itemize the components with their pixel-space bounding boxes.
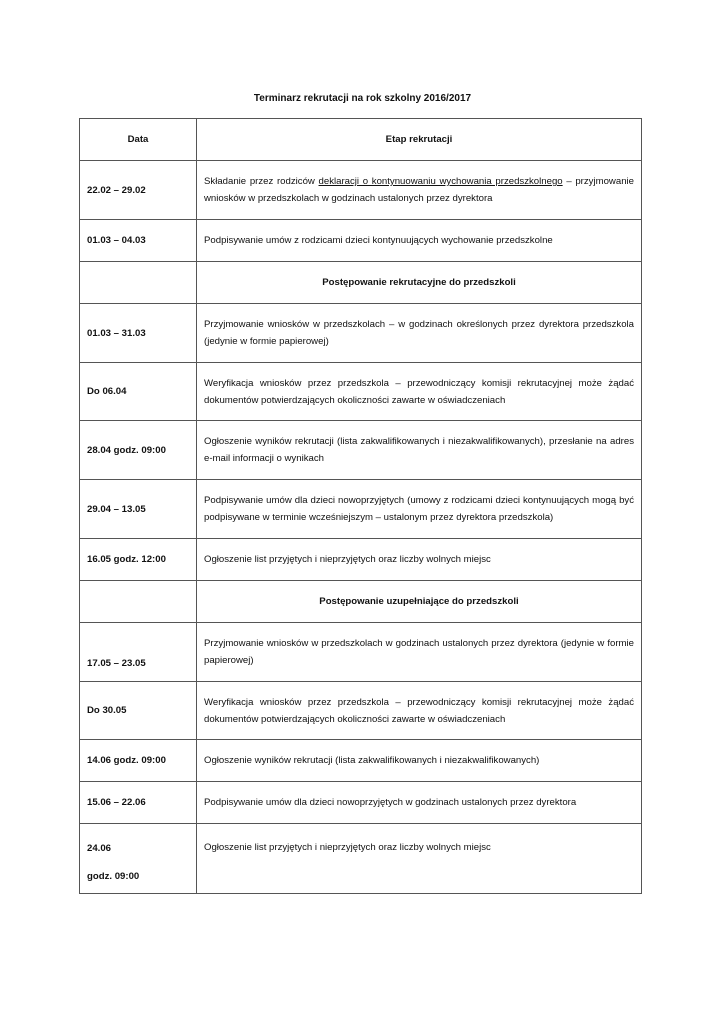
time-line: godz. 09:00: [87, 871, 140, 882]
table-row: [80, 623, 642, 682]
stage-cell: Przyjmowanie wniosków w przedszkolach w godzinach ustalonych przez dyrektora (jedynie w formie papierowej): [197, 623, 642, 682]
section-empty-cell: [80, 262, 197, 304]
table-row: [80, 539, 642, 581]
stage-cell: Weryfikacja wniosków przez przedszkola – przewodniczący komisji rekrutacyjnej może żądać dokumentów potwierdzających okoliczności zawarte w oświadczeniach: [197, 682, 642, 740]
table-header-row: [80, 119, 642, 161]
date-cell: Do 06.04: [80, 363, 197, 421]
section-title: Postępowanie uzupełniające do przedszkoli: [197, 581, 642, 623]
date-cell: 16.05 godz. 12:00: [80, 539, 197, 581]
section-empty-cell: [80, 581, 197, 623]
date-cell: 01.03 – 31.03: [80, 304, 197, 363]
date-cell: 15.06 – 22.06: [80, 782, 197, 824]
date-cell: 29.04 – 13.05: [80, 480, 197, 539]
table-row: [80, 421, 642, 480]
page-title: Terminarz rekrutacji na rok szkolny 2016/2017: [253, 93, 472, 104]
stage-cell: Ogłoszenie list przyjętych i nieprzyjętych oraz liczby wolnych miejsc: [197, 824, 642, 894]
table-row: [80, 824, 642, 894]
recruitment-schedule-table: [79, 118, 642, 894]
stage-cell: Ogłoszenie list przyjętych i nieprzyjętych oraz liczby wolnych miejsc: [197, 539, 642, 581]
stage-cell: Podpisywanie umów dla dzieci nowoprzyjętych w godzinach ustalonych przez dyrektora: [197, 782, 642, 824]
stage-cell: [197, 161, 642, 220]
table-row: [80, 161, 642, 220]
stage-cell: Przyjmowanie wniosków w przedszkolach – w godzinach określonych przez dyrektora przedszkola (jedynie w formie papierowej): [197, 304, 642, 363]
date-line: 24.06: [87, 843, 112, 854]
date-cell: 14.06 godz. 09:00: [80, 740, 197, 782]
date-cell: 01.03 – 04.03: [80, 220, 197, 262]
stage-cell: Ogłoszenie wyników rekrutacji (lista zakwalifikowanych i niezakwalifikowanych): [197, 740, 642, 782]
table-row: [80, 304, 642, 363]
column-header-date: Data: [80, 119, 197, 161]
date-cell: [80, 824, 197, 894]
date-cell: 17.05 – 23.05: [80, 623, 197, 682]
stage-cell: Podpisywanie umów dla dzieci nowoprzyjętych (umowy z rodzicami dzieci kontynuujących mogą być podpisywane w terminie wcześniejszym – ustalonym przez dyrektora przedszkola): [197, 480, 642, 539]
table-row: [80, 682, 642, 740]
section-row: [80, 262, 642, 304]
stage-cell: Weryfikacja wniosków przez przedszkola – przewodniczący komisji rekrutacyjnej może żądać dokumentów potwierdzających okoliczności zawarte w oświadczeniach: [197, 363, 642, 421]
stage-text: – przyjmowanie wniosków w przedszkolach w godzinach ustalonych przez dyrektora: [204, 176, 634, 204]
table-row: [80, 220, 642, 262]
column-header-stage: Etap rekrutacji: [197, 119, 642, 161]
stage-cell: Ogłoszenie wyników rekrutacji (lista zakwalifikowanych i niezakwalifikowanych), przesłanie na adres e-mail informacji o wynikach: [197, 421, 642, 480]
declaration-link[interactable]: deklaracji o kontynuowaniu wychowania przedszkolnego: [318, 176, 563, 187]
table-row: [80, 782, 642, 824]
table-row: [80, 480, 642, 539]
section-row: [80, 581, 642, 623]
date-cell: Do 30.05: [80, 682, 197, 740]
section-title: Postępowanie rekrutacyjne do przedszkoli: [197, 262, 642, 304]
date-cell: 28.04 godz. 09:00: [80, 421, 197, 480]
table-row: [80, 740, 642, 782]
table-row: [80, 363, 642, 421]
date-cell: 22.02 – 29.02: [80, 161, 197, 220]
stage-text: Składanie przez rodziców: [204, 176, 319, 187]
stage-cell: Podpisywanie umów z rodzicami dzieci kontynuujących wychowanie przedszkolne: [197, 220, 642, 262]
